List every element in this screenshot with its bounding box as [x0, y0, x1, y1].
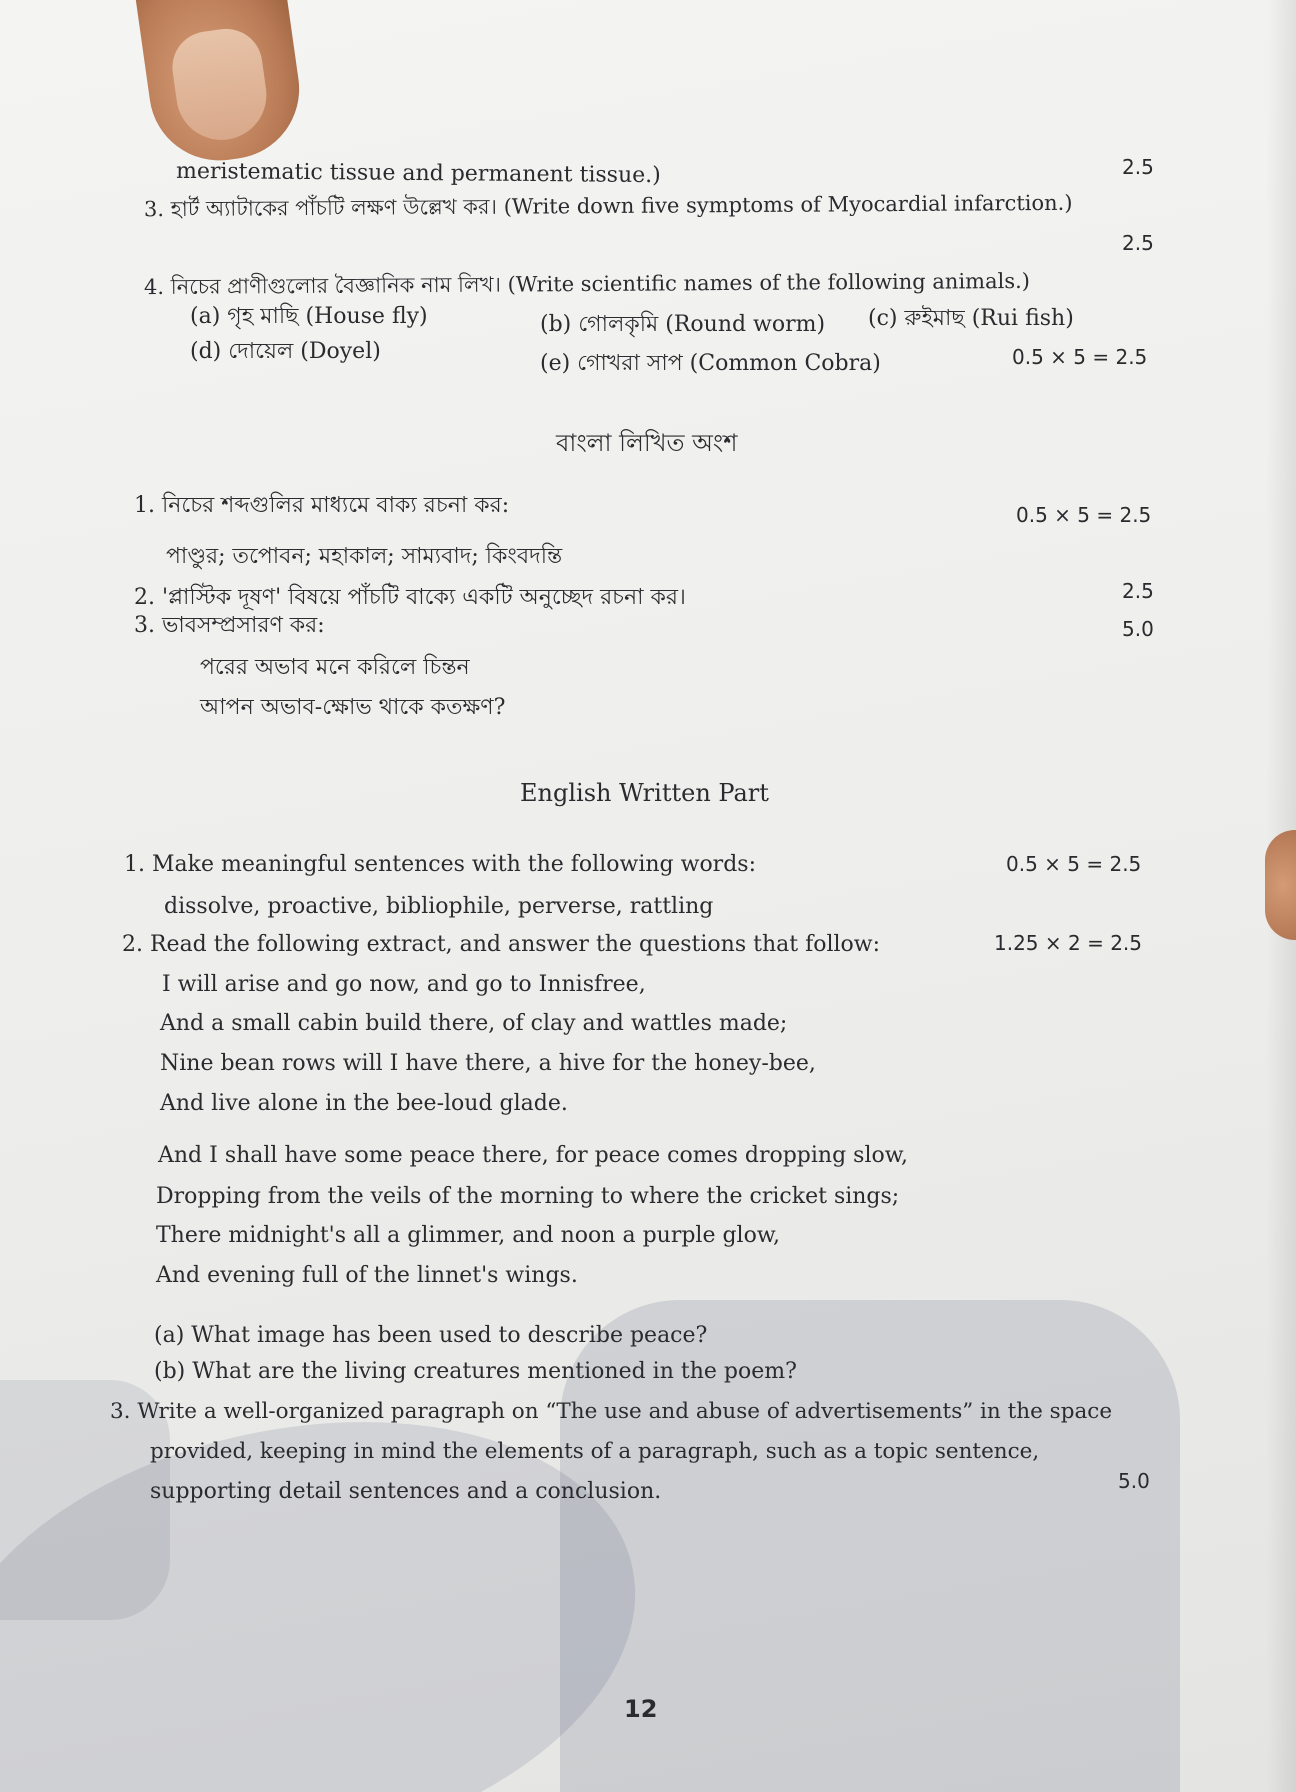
- english-heading: English Written Part: [520, 779, 769, 807]
- english-q1-marks: 0.5 × 5 = 2.5: [1006, 852, 1142, 876]
- english-q1: 1. Make meaningful sentences with the following words:: [124, 852, 756, 877]
- poem-line-8: And evening full of the linnet's wings.: [156, 1263, 578, 1288]
- science-q4: 4. নিচের প্রাণীগুলোর বৈজ্ঞানিক নাম লিখ। (Write scientific names of the following animals.): [143, 268, 1031, 300]
- bangla-q2: 2. 'প্লাস্টিক দূষণ' বিষয়ে পাঁচটি বাক্যে একটি অনুচ্ছেদ রচনা কর।: [134, 585, 686, 610]
- english-q3-line1: 3. Write a well-organized paragraph on “The use and abuse of advertisements” in the space: [110, 1399, 1113, 1424]
- poem-line-1: I will arise and go now, and go to Innisfree,: [162, 972, 646, 997]
- english-q3-marks: 5.0: [1118, 1469, 1150, 1493]
- english-q3-line3: supporting detail sentences and a conclusion.: [150, 1479, 662, 1504]
- english-q2-a: (a) What image has been used to describe peace?: [154, 1323, 708, 1348]
- science-q4-b: (b) গোলকৃমি (Round worm): [540, 312, 826, 337]
- bangla-heading: বাংলা লিখিত অংশ: [556, 429, 738, 457]
- bangla-q3: 3. ভাবসম্প্রসারণ কর:: [134, 613, 325, 638]
- english-q2-marks: 1.25 × 2 = 2.5: [994, 931, 1143, 955]
- science-q4-c: (c) রুইমাছ (Rui fish): [868, 306, 1074, 331]
- bangla-q2-marks: 2.5: [1122, 579, 1154, 603]
- poem-line-4: And live alone in the bee-loud glade.: [160, 1091, 568, 1116]
- science-q4-d: (d) দোয়েল (Doyel): [190, 339, 381, 364]
- page-number: 12: [624, 1695, 658, 1723]
- english-q3-line2: provided, keeping in mind the elements of a paragraph, such as a topic sentence,: [150, 1439, 1040, 1464]
- science-q3-marks: 2.5: [1122, 231, 1154, 255]
- poem-line-6: Dropping from the veils of the morning to where the cricket sings;: [156, 1184, 900, 1209]
- bangla-q3-marks: 5.0: [1122, 617, 1154, 641]
- poem-line-7: There midnight's all a glimmer, and noon a purple glow,: [156, 1223, 781, 1248]
- bangla-q1-words: পাণ্ডুর; তপোবন; মহাকাল; সাম্যবাদ; কিংবদন্তি: [166, 544, 563, 569]
- science-q4-a: (a) গৃহ মাছি (House fly): [190, 304, 428, 329]
- bangla-q1: 1. নিচের শব্দগুলির মাধ্যমে বাক্য রচনা কর:: [134, 493, 510, 518]
- science-q3: 3. হার্ট অ্যাটাকের পাঁচটি লক্ষণ উল্লেখ কর। (Write down five symptoms of Myocardial infarction.): [143, 190, 1073, 222]
- english-q2: 2. Read the following extract, and answer the questions that follow:: [122, 932, 881, 957]
- bangla-q3-line2: আপন অভাব-ক্ষোভ থাকে কতক্ষণ?: [200, 695, 506, 720]
- science-q4-e: (e) গোখরা সাপ (Common Cobra): [540, 351, 881, 376]
- tissue-marks: 2.5: [1122, 155, 1154, 179]
- poem-line-3: Nine bean rows will I have there, a hive for the honey-bee,: [160, 1051, 816, 1076]
- english-q2-b: (b) What are the living creatures mentioned in the poem?: [154, 1359, 797, 1384]
- bangla-q1-marks: 0.5 × 5 = 2.5: [1016, 503, 1152, 527]
- bangla-q3-line1: পরের অভাব মনে করিলে চিন্তন: [200, 655, 470, 680]
- right-finger-image: [1265, 830, 1296, 940]
- science-q4-marks: 0.5 × 5 = 2.5: [1012, 345, 1148, 369]
- poem-line-5: And I shall have some peace there, for peace comes dropping slow,: [158, 1143, 908, 1168]
- english-q1-words: dissolve, proactive, bibliophile, perverse, rattling: [164, 894, 714, 919]
- poem-line-2: And a small cabin build there, of clay and wattles made;: [160, 1011, 788, 1036]
- tissue-line: meristematic tissue and permanent tissue.): [175, 158, 661, 189]
